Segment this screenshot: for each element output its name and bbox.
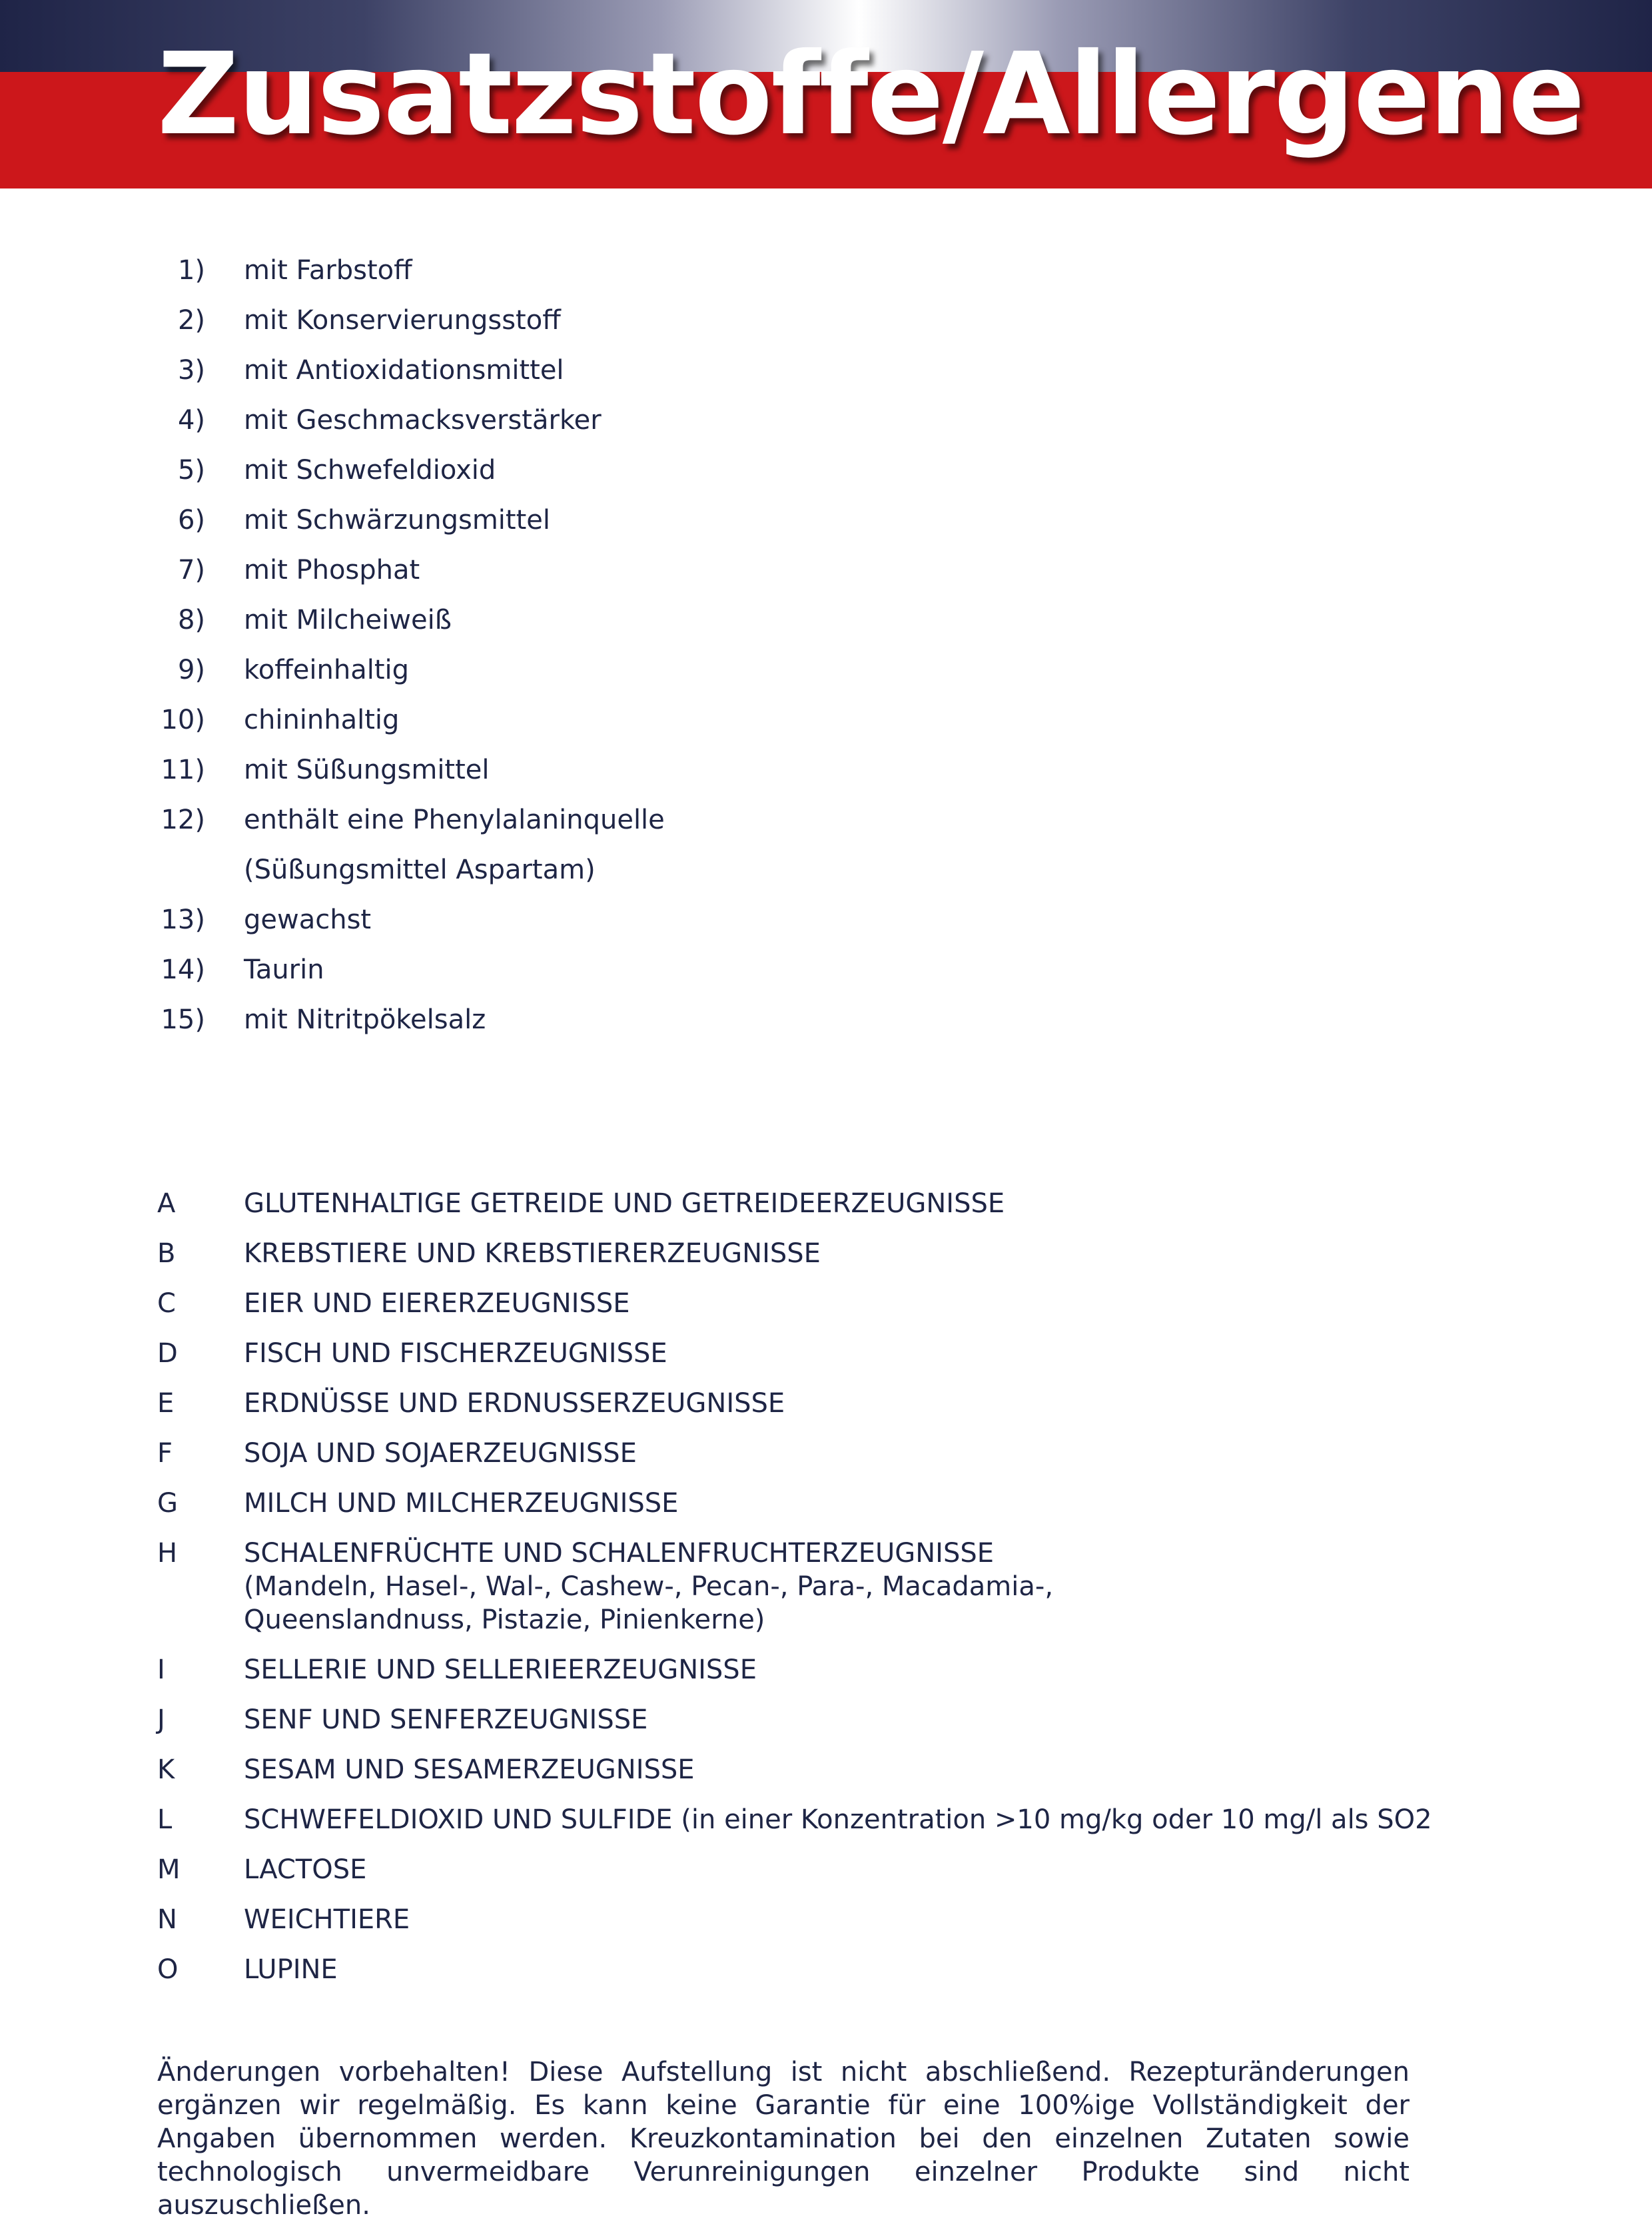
- allergen-letter: N: [157, 1904, 177, 1935]
- allergen-label: SESAM UND SESAMERZEUGNISSE: [244, 1754, 695, 1785]
- allergen-letter: I: [157, 1655, 165, 1685]
- allergen-item: [0, 1279, 1652, 1329]
- allergen-letter: L: [157, 1804, 173, 1835]
- additive-label: mit Schwefeldioxid: [244, 455, 496, 486]
- allergen-label: EIER UND EIERERZEUGNISSE: [244, 1288, 630, 1319]
- allergen-item: [0, 1429, 1652, 1479]
- allergens-list: [0, 1179, 1652, 1995]
- additive-number: 12): [161, 805, 205, 835]
- allergen-letter: G: [157, 1488, 178, 1519]
- additive-item: [0, 1000, 1652, 1050]
- additive-label: koffeinhaltig: [244, 655, 410, 685]
- allergen-item: [0, 1645, 1652, 1695]
- allergen-item: [0, 1745, 1652, 1795]
- additive-number: 4): [177, 405, 205, 436]
- allergen-letter: H: [157, 1538, 178, 1569]
- additive-label: chininhaltig: [244, 705, 400, 735]
- additive-item: [0, 800, 1652, 850]
- additive-item: [0, 600, 1652, 650]
- allergen-detail-line: Queenslandnuss, Pistazie, Pinienkerne): [244, 1605, 765, 1635]
- additive-item: [0, 700, 1652, 750]
- additive-label: (Süßungsmittel Aspartam): [244, 855, 596, 885]
- page-title: Zusatzstoffe/Allergene: [157, 29, 1584, 161]
- additive-label: enthält eine Phenylalaninquelle: [244, 805, 665, 835]
- additive-item: [0, 300, 1652, 350]
- allergen-detail-line: (Mandeln, Hasel-, Wal-, Cashew-, Pecan-, Para-, Macadamia-,: [244, 1571, 1054, 1602]
- allergen-letter: F: [157, 1438, 173, 1469]
- allergen-letter: E: [157, 1388, 175, 1419]
- additive-number: 3): [177, 355, 205, 386]
- disclaimer-note: Änderungen vorbehalten! Diese Aufstellung ist nicht abschließend. Rezepturänderungen ergänzen wir regelmäßig. Es kann keine Garantie für eine 100%ige Vollständigkeit der Angaben übernommen werden. Kreuzkontamination bei den einzelnen Zutaten sowie technologisch unvermeidbare Verunreinigungen einzelner Produkte sind nicht auszuschließen.: [157, 2057, 1410, 2221]
- additive-number: 9): [177, 655, 205, 685]
- allergen-label: FISCH UND FISCHERZEUGNISSE: [244, 1338, 667, 1369]
- allergen-item: [0, 1795, 1652, 1845]
- additive-item: [0, 250, 1652, 300]
- additive-item: [0, 950, 1652, 1000]
- allergen-item: [0, 1895, 1652, 1945]
- additive-number: 7): [177, 555, 205, 585]
- allergen-label: LACTOSE: [244, 1854, 367, 1885]
- allergen-item: [0, 1179, 1652, 1229]
- allergen-letter: J: [157, 1704, 165, 1735]
- allergen-letter: D: [157, 1338, 178, 1369]
- allergen-label: SENF UND SENFERZEUGNISSE: [244, 1704, 648, 1735]
- allergen-letter: B: [157, 1238, 176, 1269]
- allergen-item: [0, 1695, 1652, 1745]
- additive-number: 14): [161, 954, 205, 985]
- additive-item: [0, 500, 1652, 550]
- allergen-label: SCHALENFRÜCHTE UND SCHALENFRUCHTERZEUGNISSE: [244, 1538, 995, 1569]
- additive-number: 11): [161, 755, 205, 785]
- allergen-item: [0, 1845, 1652, 1895]
- allergen-item: [0, 1329, 1652, 1379]
- additive-label: Taurin: [244, 954, 324, 985]
- additive-label: mit Süßungsmittel: [244, 755, 490, 785]
- allergen-letter: K: [157, 1754, 175, 1785]
- additive-label: mit Milcheiweiß: [244, 605, 452, 635]
- allergen-label: KREBSTIERE UND KREBSTIERERZEUGNISSE: [244, 1238, 821, 1269]
- allergen-label: SELLERIE UND SELLERIEERZEUGNISSE: [244, 1655, 757, 1685]
- additive-number: 13): [161, 905, 205, 935]
- additive-number: 8): [177, 605, 205, 635]
- additive-item: [0, 350, 1652, 400]
- allergen-label: SOJA UND SOJAERZEUGNISSE: [244, 1438, 637, 1469]
- allergen-label: LUPINE: [244, 1954, 338, 1985]
- additives-list: [0, 250, 1652, 1050]
- allergen-label: GLUTENHALTIGE GETREIDE UND GETREIDEERZEUGNISSE: [244, 1188, 1005, 1219]
- allergen-letter: C: [157, 1288, 176, 1319]
- additive-number: 5): [177, 455, 205, 486]
- additive-item-continuation: [0, 850, 1652, 900]
- additive-label: mit Nitritpökelsalz: [244, 1004, 486, 1035]
- allergen-item: [0, 1479, 1652, 1529]
- additive-label: mit Geschmacksverstärker: [244, 405, 602, 436]
- additive-number: 15): [161, 1004, 205, 1035]
- allergen-letter: O: [157, 1954, 179, 1985]
- allergen-label: WEICHTIERE: [244, 1904, 410, 1935]
- allergen-letter: A: [157, 1188, 176, 1219]
- allergen-label: MILCH UND MILCHERZEUGNISSE: [244, 1488, 679, 1519]
- additive-label: mit Antioxidationsmittel: [244, 355, 564, 386]
- additive-item: [0, 900, 1652, 950]
- additive-label: mit Phosphat: [244, 555, 420, 585]
- additive-label: mit Farbstoff: [244, 255, 412, 286]
- additive-label: mit Schwärzungsmittel: [244, 505, 550, 536]
- additive-label: gewachst: [244, 905, 372, 935]
- allergen-letter: M: [157, 1854, 181, 1885]
- allergen-item: [0, 1945, 1652, 1995]
- additive-number: 2): [177, 305, 205, 336]
- additive-item: [0, 450, 1652, 500]
- additive-item: [0, 550, 1652, 600]
- allergen-label-group: [244, 1537, 1652, 1637]
- additive-item: [0, 750, 1652, 800]
- additive-item: [0, 650, 1652, 700]
- additive-label: mit Konservierungsstoff: [244, 305, 561, 336]
- additive-number: 1): [177, 255, 205, 286]
- allergen-item: [0, 1379, 1652, 1429]
- allergen-item: [0, 1529, 1652, 1645]
- allergen-item: [0, 1229, 1652, 1279]
- additive-number: 6): [177, 505, 205, 536]
- allergen-label: ERDNÜSSE UND ERDNUSSERZEUGNISSE: [244, 1388, 785, 1419]
- allergen-label: SCHWEFELDIOXID UND SULFIDE (in einer Konzentration >10 mg/kg oder 10 mg/l als SO2: [244, 1804, 1432, 1835]
- additive-item: [0, 400, 1652, 450]
- header-banner: [0, 0, 1652, 188]
- additive-number: 10): [161, 705, 205, 735]
